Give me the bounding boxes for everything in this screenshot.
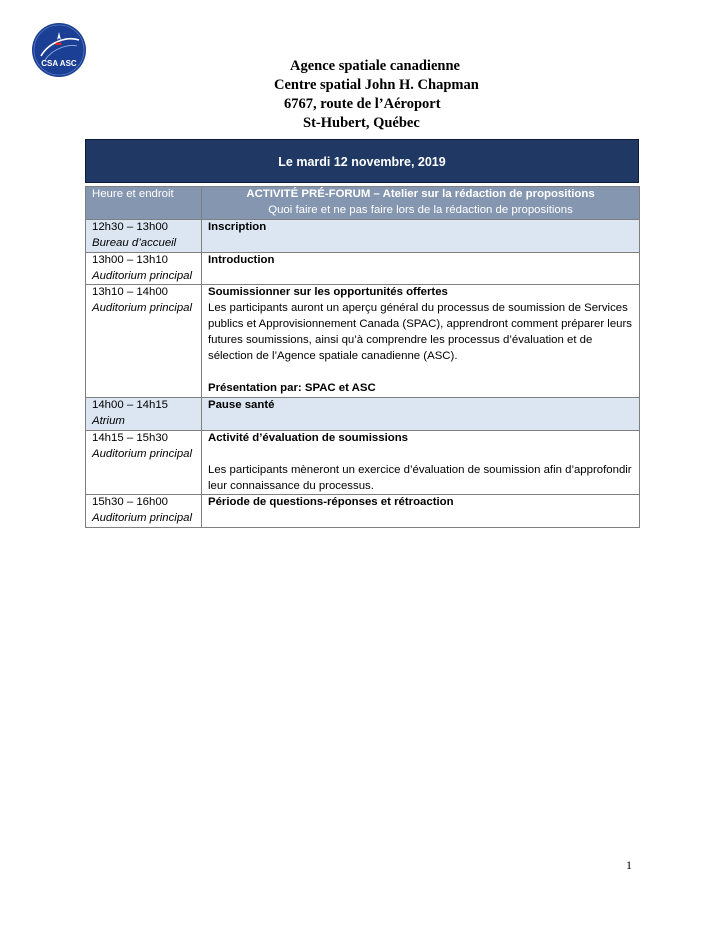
activity-cell — [202, 397, 640, 430]
activity-title: Soumissionner sur les opportunités offertes — [208, 286, 448, 299]
csa-asc-logo — [31, 22, 87, 78]
activity-cell — [202, 219, 640, 252]
table-row — [86, 219, 640, 252]
table-row — [86, 397, 640, 430]
location: Auditorium principal — [92, 512, 193, 525]
table-row — [86, 495, 640, 528]
activity-cell — [202, 430, 640, 495]
location: Atrium — [92, 414, 125, 427]
time-range: 13h00 – 13h10 — [92, 253, 169, 266]
time-cell — [86, 495, 202, 528]
activity-description: Les participants auront un aperçu général du processus de soumission de Services publics et Approvisionnement Canada (SPAC), apprendront comment préparer leurs futures soumissions, ainsi qu’à comprendre les processus d’évaluation et de sélection de l’Agence spatiale canadienne (ASC). — [208, 302, 632, 363]
table-row — [86, 252, 640, 285]
activity-title: Pause santé — [208, 398, 275, 411]
column-header-time: Heure et endroit — [86, 187, 202, 220]
header-line-city: St-Hubert, Québec — [303, 115, 420, 131]
time-range: 14h15 – 15h30 — [92, 431, 169, 444]
table-row — [86, 430, 640, 495]
table-header-row — [86, 187, 640, 220]
header-line-centre: Centre spatial John H. Chapman — [274, 77, 479, 93]
address-header — [180, 57, 570, 133]
time-range: 14h00 – 14h15 — [92, 398, 169, 411]
activity-title: Activité d’évaluation de soumissions — [208, 431, 409, 444]
activity-presenter: Présentation par: SPAC et ASC — [208, 381, 376, 394]
location: Auditorium principal — [92, 447, 193, 460]
activity-header-subtitle: Quoi faire et ne pas faire lors de la rédaction de propositions — [268, 203, 573, 216]
activity-cell — [202, 285, 640, 397]
activity-title: Période de questions-réponses et rétroaction — [208, 496, 454, 509]
activity-cell — [202, 495, 640, 528]
time-range: 12h30 – 13h00 — [92, 220, 169, 233]
time-range: 15h30 – 16h00 — [92, 496, 169, 509]
header-line-street: 6767, route de l’Aéroport — [284, 96, 441, 112]
activity-description: Les participants mèneront un exercice d’évaluation de soumission afin d’approfondir leur connaissance du processus. — [208, 463, 632, 492]
time-cell — [86, 219, 202, 252]
schedule-table — [85, 186, 640, 528]
location: Bureau d’accueil — [92, 236, 177, 249]
location: Auditorium principal — [92, 302, 193, 315]
logo-text: CSA ASC — [41, 59, 77, 68]
time-cell — [86, 430, 202, 495]
table-row — [86, 285, 640, 397]
location: Auditorium principal — [92, 269, 193, 282]
time-cell — [86, 397, 202, 430]
activity-title: Introduction — [208, 253, 275, 266]
time-cell — [86, 252, 202, 285]
time-cell — [86, 285, 202, 397]
activity-title: Inscription — [208, 220, 267, 233]
activity-cell — [202, 252, 640, 285]
page-number: 1 — [626, 858, 632, 872]
activity-header-title: ACTIVITÉ PRÉ-FORUM – Atelier sur la rédaction de propositions — [246, 188, 595, 200]
time-range: 13h10 – 14h00 — [92, 286, 169, 299]
header-line-agency: Agence spatiale canadienne — [290, 58, 460, 74]
date-banner: Le mardi 12 novembre, 2019 — [85, 139, 639, 183]
column-header-activity — [202, 187, 640, 220]
